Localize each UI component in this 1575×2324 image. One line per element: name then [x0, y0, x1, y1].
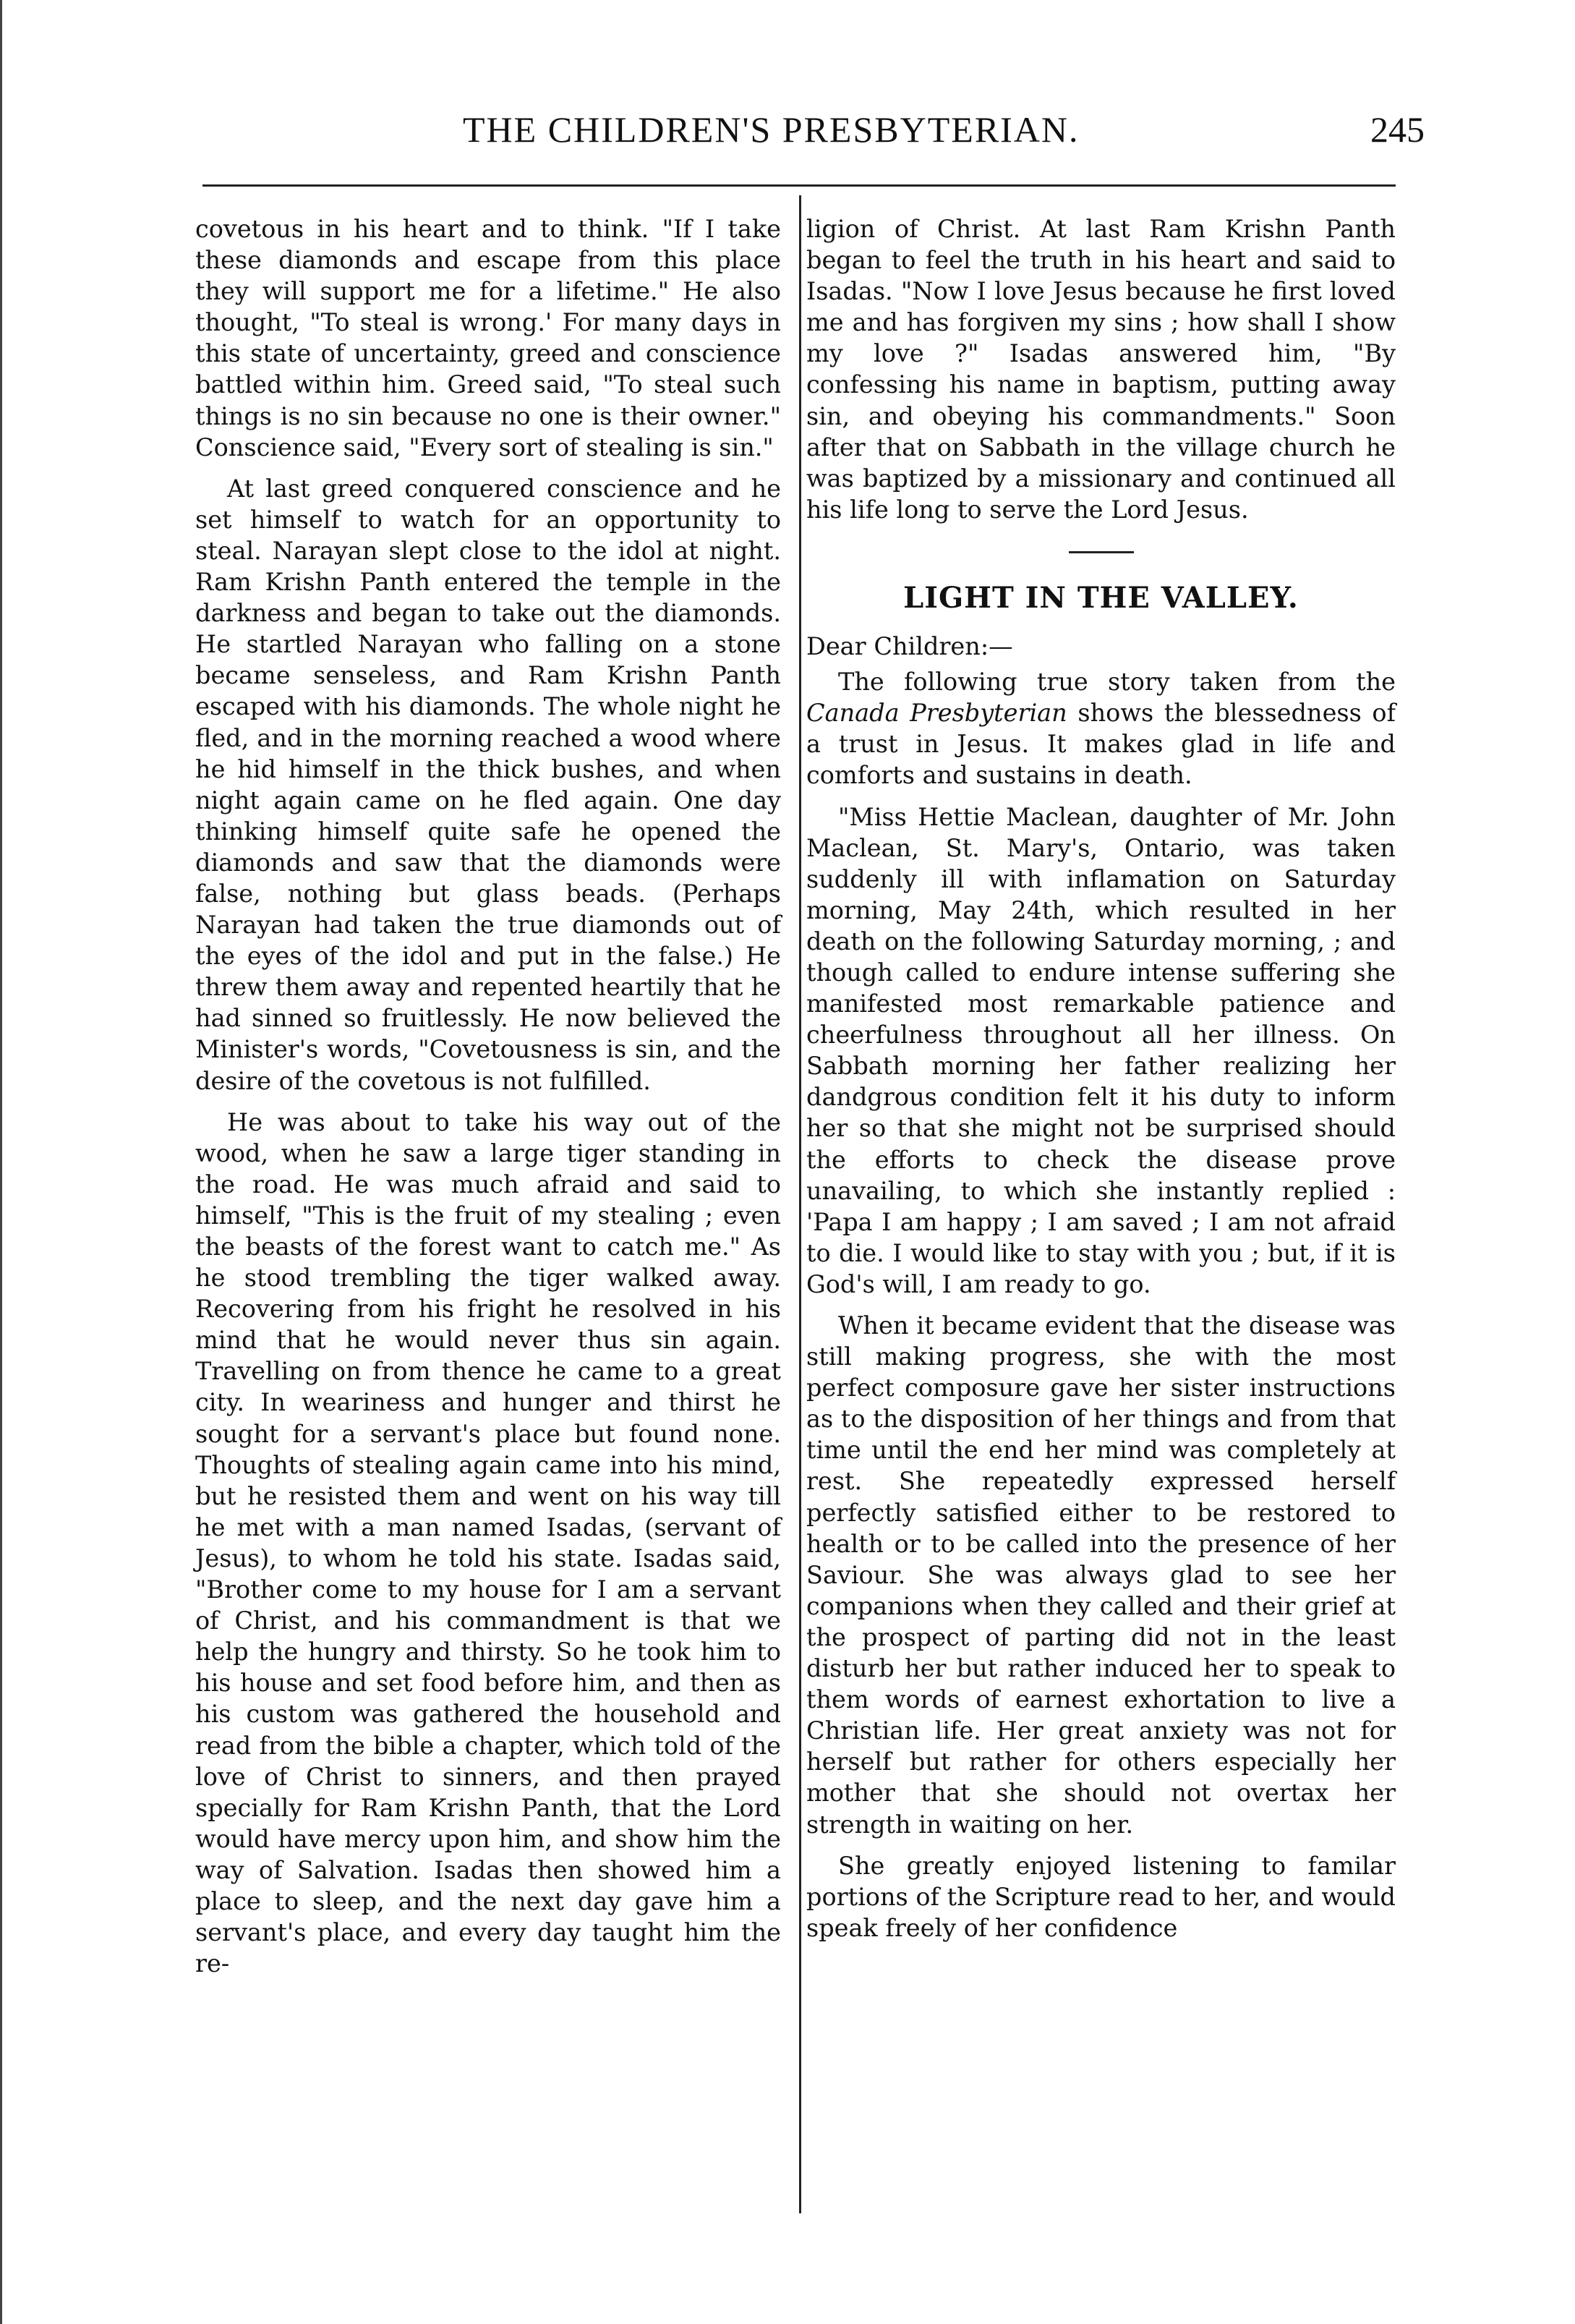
- intro-text-before: The following true story taken from the: [838, 668, 1396, 697]
- page-header: [195, 108, 1425, 166]
- intro-paragraph: [806, 666, 1396, 791]
- left-paragraph-1: covetous in his heart and to think. "If I take these diamonds and escape from this place they will support me for a lifetime." He also thought, "To steal is wrong.' For many days in this state of uncertainty, greed and conscience battled within him. Greed said, "To steal such things is no sin because no one is their owner." Conscience said, "Every sort of stealing is sin.": [195, 215, 781, 461]
- section-title: LIGHT IN THE VALLEY.: [903, 580, 1299, 615]
- section-separator: [1069, 551, 1134, 553]
- page-left-edge: [0, 0, 20, 2324]
- left-column: [195, 213, 781, 1989]
- left-paragraph-3: He was about to take his way out of the wood, when he saw a large tiger standing in the road. He was much afraid and said to himself, "This is the fruit of my stealing ; even the beasts of the forest want to catch me." As he stood trembling the tiger walked away. Recovering from his fright he resolved in his mind that he would never thus sin again. Travelling on from thence he came to a great city. In weariness and hunger and thirst he sought for a servant's place but found none. Thoughts of stealing again came into his mind, but he resisted them and went on his way till he met with a man named Isadas, (servant of Jesus), to whom he told his state. Isadas said, "Brother come to my house for I am a servant of Christ, and his commandment is that we help the hungry and thirsty. So he took him to his house and set food before him, and then as his custom was gathered the household and read from the bible a chapter, which told of the love of Christ to sinners, and then prayed specially for Ram Krishn Panth, that the Lord would have mercy upon him, and show him the way of Salvation. Isadas then showed him a place to sleep, and the next day gave him a servant's place, and every day taught him the re-: [195, 1107, 781, 1978]
- intro-source-title: Canada Presbyterian: [806, 699, 1067, 728]
- header-rule: [202, 184, 1396, 187]
- right-continuation: ligion of Christ. At last Ram Krishn Panth began to feel the truth in his heart and said to Isadas. "Now I love Jesus because he first loved me and has forgiven my sins ; how shall I show my love ?" Isadas answered him, "By confessing his name in baptism, putting away sin, and obeying his commandments." Soon after that on Sabbath in the village church he was baptized by a missionary and continued all his life long to serve the Lord Jesus.: [806, 215, 1396, 524]
- right-paragraph-2: When it became evident that the disease was still making progress, she with the most perfect composure gave her sister instructions as to the disposition of her things and from that time until the end her mind was completely at rest. She repeatedly expressed herself perfectly satisfied either to be restored to health or to be called into the presence of her Saviour. She was always glad to see her companions when they called and their grief at the prospect of parting did not in the least disturb her but rather induced her to speak to them words of earnest exhortation to live a Christian life. Her great anxiety was not for herself but rather for others especially her mother that she should not overtax her strength in waiting on her.: [806, 1311, 1396, 1839]
- page-number: 245: [1370, 109, 1425, 150]
- salutation: Dear Children:—: [806, 632, 1013, 661]
- intro-text-after: shows the blessedness of a trust in Jesus. It makes glad in life and comforts and sustains in death.: [806, 699, 1396, 790]
- left-paragraph-2: At last greed conquered conscience and he set himself to watch for an opportunity to steal. Narayan slept close to the idol at night. Ram Krishn Panth entered the temple in the darkness and began to take out the diamonds. He startled Narayan who falling on a stone became senseless, and Ram Krishn Panth escaped with his diamonds. The whole night he fled, and in the morning reached a wood where he hid himself in the thick bushes, and when night again came on he fled again. One day thinking himself quite safe he opened the diamonds and saw that the diamonds were false, nothing but glass beads. (Perhaps Narayan had taken the true diamonds out of the eyes of the idol and put in the false.) He threw them away and repented heartily that he had sinned so fruitlessly. He now believed the Minister's words, "Covetousness is sin, and the desire of the covetous is not fulfilled.: [195, 474, 781, 1095]
- right-paragraph-1: "Miss Hettie Maclean, daughter of Mr. John Maclean, St. Mary's, Ontario, was taken suddenly ill with inflamation on Saturday morning, May 24th, which resulted in her death on the following Saturday morning, ; and though called to endure intense suffering she manifested most remarkable patience and cheerfulness throughout all her illness. On Sabbath morning her father realizing her dandgrous condition felt it his duty to inform her so that she might not be surprised should the efforts to check the disease prove unavailing, to which she instantly replied : 'Papa I am happy ; I am saved ; I am not afraid to die. I would like to stay with you ; but, if it is God's will, I am ready to go.: [806, 802, 1396, 1298]
- column-divider: [799, 195, 801, 2213]
- running-title: THE CHILDREN'S PRESBYTERIAN.: [463, 109, 1080, 150]
- right-paragraph-3: She greatly enjoyed listening to familar portions of the Scripture read to her, and would speak freely of her confidence: [806, 1851, 1396, 1942]
- right-column: [806, 213, 1396, 1954]
